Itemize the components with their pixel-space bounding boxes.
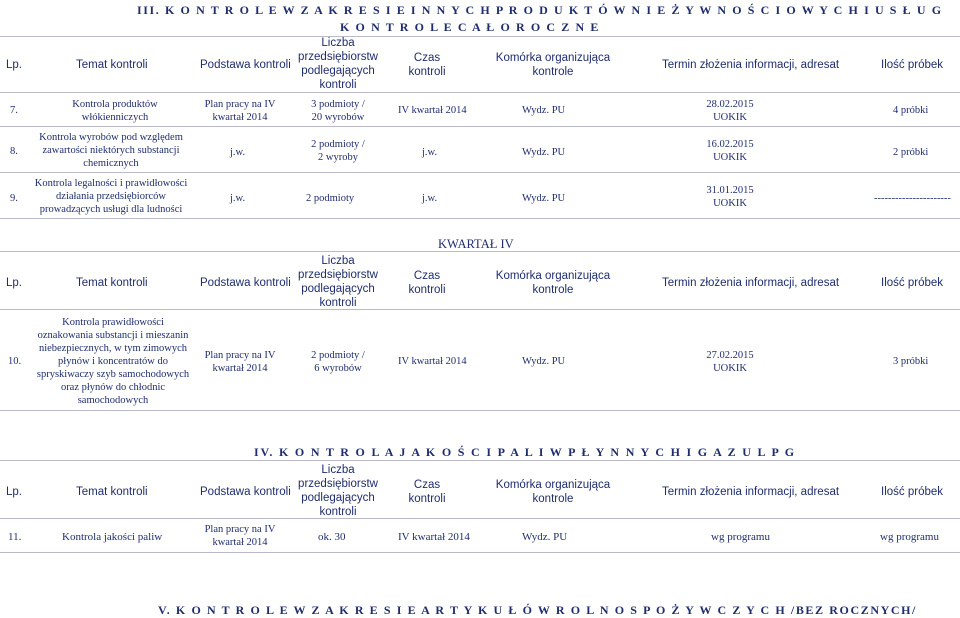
row8-czas: j.w. — [422, 147, 438, 158]
header2-ilosc: Ilość próbek — [881, 277, 944, 289]
header-temat: Temat kontroli — [76, 59, 148, 71]
row9-liczba: 2 podmioty — [306, 193, 355, 204]
header-liczba: Liczba przedsiębiorstw podlegających kontroli — [298, 37, 378, 91]
row11-lp: 11. — [8, 531, 22, 543]
row10-czas: IV kwartał 2014 — [398, 356, 467, 367]
row7-czas: IV kwartał 2014 — [398, 105, 467, 116]
header3-ilosc: Ilość próbek — [881, 486, 944, 498]
header-termin: Termin złożenia informacji, adresat — [662, 59, 840, 71]
section-v-title: V. K O N T R O L E W Z A K R E S I E A R T Y K U Ł Ó W R O L N O S P O Ż Y W C Z Y C H /BEZ ROCZNYCH/ — [158, 603, 917, 617]
row10-termin: 27.02.2015 UOKIK — [706, 350, 754, 374]
row9-lp: 9. — [10, 193, 18, 204]
row11-ilosc: wg programu — [880, 531, 939, 543]
header3-lp: Lp. — [6, 486, 22, 498]
row9-ilosc: ---------------------- — [874, 193, 951, 204]
row8-ilosc: 2 próbki — [893, 147, 929, 158]
row9-temat: Kontrola legalności i prawidłowości działania przedsiębiorców prowadzących usługi dla ludności — [34, 178, 188, 215]
kwartal-iv-heading: KWARTAŁ IV — [438, 237, 514, 251]
header2-temat: Temat kontroli — [76, 277, 148, 289]
row11-liczba: ok. 30 — [318, 531, 346, 543]
row8-lp: 8. — [10, 146, 18, 157]
row7-termin: 28.02.2015 UOKIK — [706, 99, 754, 123]
header3-czas: Czas kontroli — [408, 479, 446, 505]
header3-podstawa: Podstawa kontroli — [200, 486, 291, 498]
row10-lp: 10. — [8, 356, 22, 367]
header3-komorka: Komórka organizująca kontrole — [495, 479, 611, 505]
row10-podstawa: Plan pracy na IV kwartał 2014 — [204, 350, 276, 374]
section-iv-title: IV. K O N T R O L A J A K O Ś C I P A L I W P Ł Y N N Y C H I G A Z U L P G — [254, 445, 796, 459]
row9-czas: j.w. — [422, 193, 438, 204]
header2-komorka: Komórka organizująca kontrole — [495, 270, 611, 296]
section-iii-title-line1: III. K O N T R O L E W Z A K R E S I E I N N Y C H P R O D U K T Ó W N I E Ż Y W N O Ś C I O W Y C H I U S Ł U G — [137, 3, 943, 17]
row8-temat: Kontrola wyrobów pod względem zawartości niektórych substancji chemicznych — [39, 132, 183, 169]
row7-podstawa: Plan pracy na IV kwartał 2014 — [204, 99, 276, 123]
section-iii-title-line2: K O N T R O L E C A Ł O R O C Z N E — [340, 20, 600, 34]
row7-ilosc: 4 próbki — [893, 105, 929, 116]
row8-liczba: 2 podmioty / 2 wyroby — [311, 139, 365, 163]
row10-liczba: 2 podmioty / 6 wyrobów — [311, 350, 365, 374]
header2-lp: Lp. — [6, 277, 22, 289]
header-komorka: Komórka organizująca kontrole — [495, 52, 611, 78]
header-ilosc: Ilość próbek — [881, 59, 944, 71]
row8-termin: 16.02.2015 UOKIK — [706, 139, 754, 163]
row11-temat: Kontrola jakości paliw — [62, 531, 163, 543]
row11-komorka: Wydz. PU — [522, 531, 568, 543]
header-lp: Lp. — [6, 59, 22, 71]
row11-czas: IV kwartał 2014 — [398, 531, 470, 543]
header2-podstawa: Podstawa kontroli — [200, 277, 291, 289]
header-czas: Czas kontroli — [408, 52, 446, 78]
header3-termin: Termin złożenia informacji, adresat — [662, 486, 840, 498]
row9-komorka: Wydz. PU — [522, 193, 566, 204]
header3-liczba: Liczba przedsiębiorstw podlegających kontroli — [298, 464, 378, 518]
row8-podstawa: j.w. — [230, 147, 246, 158]
row8-komorka: Wydz. PU — [522, 147, 566, 158]
row7-temat: Kontrola produktów włókienniczych — [72, 99, 158, 123]
header2-czas: Czas kontroli — [408, 270, 446, 296]
header2-liczba: Liczba przedsiębiorstw podlegających kontroli — [298, 255, 378, 309]
row7-lp: 7. — [10, 105, 18, 116]
header3-temat: Temat kontroli — [76, 486, 148, 498]
header2-termin: Termin złożenia informacji, adresat — [662, 277, 840, 289]
row7-liczba: 3 podmioty / 20 wyrobów — [311, 99, 365, 123]
row7-komorka: Wydz. PU — [522, 105, 566, 116]
row10-temat: Kontrola prawidłowości oznakowania substancji i mieszanin niebezpiecznych, w tym zimowych płynów i koncentratów do spryskiwaczy szyb samochodowych oraz płynów do chłodnic samochodowych — [36, 317, 190, 406]
row11-podstawa: Plan pracy na IV kwartał 2014 — [204, 524, 276, 548]
row9-podstawa: j.w. — [230, 193, 246, 204]
row11-termin: wg programu — [711, 531, 770, 543]
row10-ilosc: 3 próbki — [893, 356, 929, 367]
header-podstawa: Podstawa kontroli — [200, 59, 291, 71]
row9-termin: 31.01.2015 UOKIK — [706, 185, 754, 209]
row10-komorka: Wydz. PU — [522, 356, 566, 367]
